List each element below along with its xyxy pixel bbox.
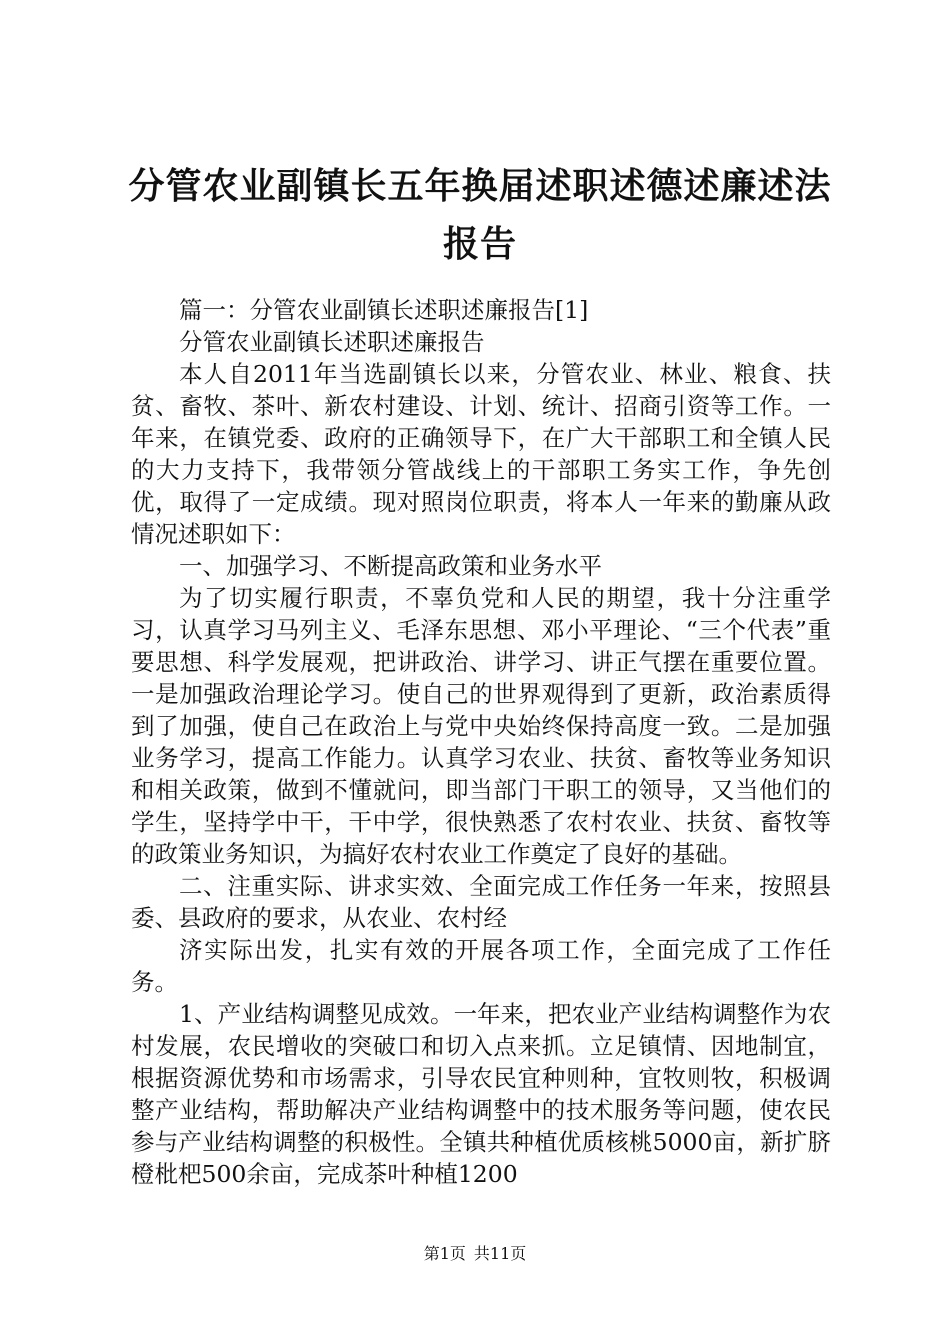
practice-paragraph: 济实际出发，扎实有效的开展各项工作，全面完成了工作任务。 <box>131 936 831 996</box>
study-paragraph: 为了切实履行职责，不辜负党和人民的期望，我十分注重学习，认真学习马列主义、毛泽东思想、邓小平理论、“三个代表”重要思想、科学发展观，把讲政治、讲学习、讲正气摆在重要位置。一是加强政治理论学习。使自己的世界观得到了更新，政治素质得到了加强，使自己在政治上与党中央始终保持高度一致。二是加强业务学习，提高工作能力。认真学习农业、扶贫、畜牧等业务知识和相关政策，做到不懂就问，即当部门干职工的领导，又当他们的学生，坚持学中干，干中学，很快熟悉了农村农业、扶贫、畜牧等的政策业务知识，为搞好农村农业工作奠定了良好的基础。 <box>131 584 831 868</box>
intro-paragraph: 本人自2011年当选副镇长以来，分管农业、林业、粮食、扶贫、畜牧、茶叶、新农村建设、计划、统计、招商引资等工作。一年来，在镇党委、政府的正确领导下，在广大干部职工和全镇人民的大力支持下，我带领分管战线上的干部职工务实工作，争先创优，取得了一定成绩。现对照岗位职责，将本人一年来的勤廉从政情况述职如下： <box>131 360 831 548</box>
document-body <box>131 294 831 1190</box>
report-subtitle: 分管农业副镇长述职述廉报告 <box>179 328 485 356</box>
page-footer <box>0 1244 950 1264</box>
heading-practice: 二、注重实际、讲求实效、全面完成工作任务一年来，按照县委、县政府的要求，从农业、农村经 <box>131 872 831 932</box>
page-number: 第1页 <box>423 1244 466 1263</box>
heading-study: 一、加强学习、不断提高政策和业务水平 <box>179 552 602 580</box>
document-title: 分管农业副镇长五年换届述职述德述廉述法报告 <box>128 166 832 265</box>
industry-paragraph: 1、产业结构调整见成效。一年来，把农业产业结构调整作为农村发展，农民增收的突破口和切入点来抓。立足镇情、因地制宜，根据资源优势和市场需求，引导农民宜种则种，宜牧则牧，积极调整产业结构，帮助解决产业结构调整中的技术服务等问题，使农民参与产业结构调整的积极性。全镇共种植优质核桃5000亩，新扩脐橙枇杷500余亩，完成茶叶种植1200 <box>131 1000 831 1188</box>
page-total: 共11页 <box>473 1244 527 1263</box>
section-heading-part-one: 篇一：分管农业副镇长述职述廉报告[1] <box>179 296 589 324</box>
